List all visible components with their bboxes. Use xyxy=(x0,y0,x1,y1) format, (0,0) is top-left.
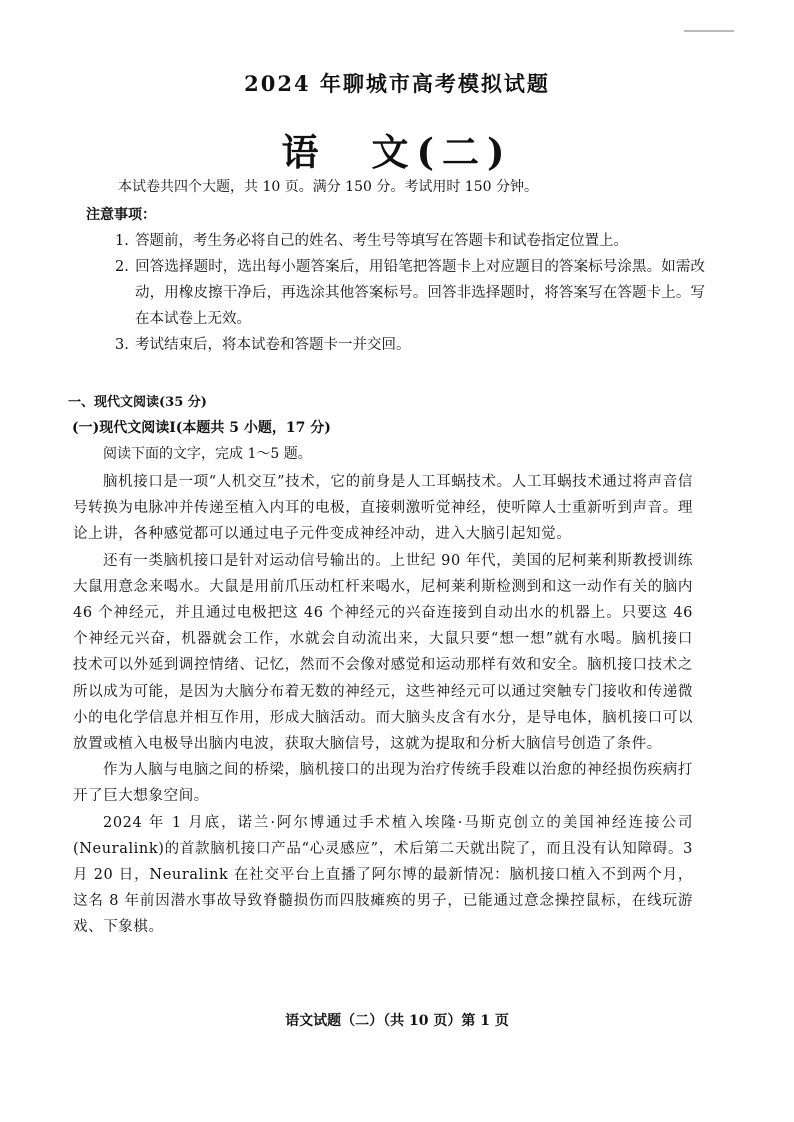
scan-mark xyxy=(684,30,734,32)
note-text: 回答选择题时，选出每小题答案后，用铅笔把答题卡上对应题目的答案标号涂黑。如需改动，用橡皮擦干净后，再选涂其他答案标号。回答非选择题时，将答案写在答题卡上。写在本试卷上无效。 xyxy=(135,259,705,327)
note-item xyxy=(115,254,705,332)
exam-title: 2024 年聊城市高考模拟试题 xyxy=(244,71,550,96)
note-text: 答题前，考生务必将自己的姓名、考生号等填写在答题卡和试卷指定位置上。 xyxy=(135,233,628,249)
note-number: 2. xyxy=(115,259,129,275)
passage-paragraph: 2024 年 1 月底，诺兰·阿尔博通过手术植入埃隆·马斯克创立的美国神经连接公司(Neuralink)的首款脑机接口产品“心灵感应”，术后第二天就出院了，而且没有认知障碍。3 月 20 日，Neuralink 在社交平台上直播了阿尔博的最新情况：脑机接口植入不到两个月，这名 8 年前因潜水事故导致脊髓损伤而四肢瘫痪的男子，已能通过意念操控鼠标，在线玩游戏、下象棋。 xyxy=(73,814,693,936)
note-number: 1. xyxy=(115,233,129,249)
page-footer: 语文试题（二）（共 10 页）第 1 页 xyxy=(285,1013,509,1029)
notes-heading: 注意事项： xyxy=(86,207,156,223)
passage-paragraph: 作为人脑与电脑之间的桥梁，脑机接口的出现为治疗传统手段难以治愈的神经损伤疾病打开了巨大想象空间。 xyxy=(73,762,693,805)
subsection-heading: (一)现代文阅读Ⅰ(本题共 5 小题，17 分) xyxy=(72,420,331,436)
exam-intro: 本试卷共四个大题，共 10 页。满分 150 分。考试用时 150 分钟。 xyxy=(118,179,538,195)
notes-list xyxy=(115,228,705,358)
section-heading: 一、现代文阅读(35 分) xyxy=(68,395,207,410)
note-text: 考试结束后，将本试卷和答题卡一并交回。 xyxy=(135,337,411,353)
note-item xyxy=(115,332,705,358)
note-number: 3. xyxy=(115,337,129,353)
passage-paragraph: 脑机接口是一项“人机交互”技术，它的前身是人工耳蜗技术。人工耳蜗技术通过将声音信号转换为电脉冲并传递至植入内耳的电极，直接刺激听觉神经，使听障人士重新听到声音。理论上讲，各种感觉都可以通过电子元件变成神经冲动，进入大脑引起知觉。 xyxy=(73,474,693,543)
reading-passage xyxy=(73,469,693,941)
note-item xyxy=(115,228,705,254)
passage-paragraph: 还有一类脑机接口是针对运动信号输出的。上世纪 90 年代，美国的尼柯莱利斯教授训练大鼠用意念来喝水。大鼠是用前爪压动杠杆来喝水，尼柯莱利斯检测到和这一动作有关的脑内 46 个神经元，并且通过电极把这 46 个神经元的兴奋连接到自动出水的机器上。只要这 46 个神经元兴奋，机器就会工作，水就会自动流出来，大鼠只要“想一想”就有水喝。脑机接口技术可以外延到调控情绪、记忆，然而不会像对感觉和运动那样有效和安全。脑机接口技术之所以成为可能，是因为大脑分布着无数的神经元，这些神经元可以通过突触专门接收和传递微小的电化学信息并相互作用，形成大脑活动。而大脑头皮含有水分，是导电体，脑机接口可以放置或植入电极导出脑内电波，获取大脑信号，这就为提取和分析大脑信号创造了条件。 xyxy=(73,552,693,753)
reading-instruction: 阅读下面的文字，完成 1～5 题。 xyxy=(103,446,312,462)
subject-title: 语 文(二) xyxy=(281,130,513,174)
